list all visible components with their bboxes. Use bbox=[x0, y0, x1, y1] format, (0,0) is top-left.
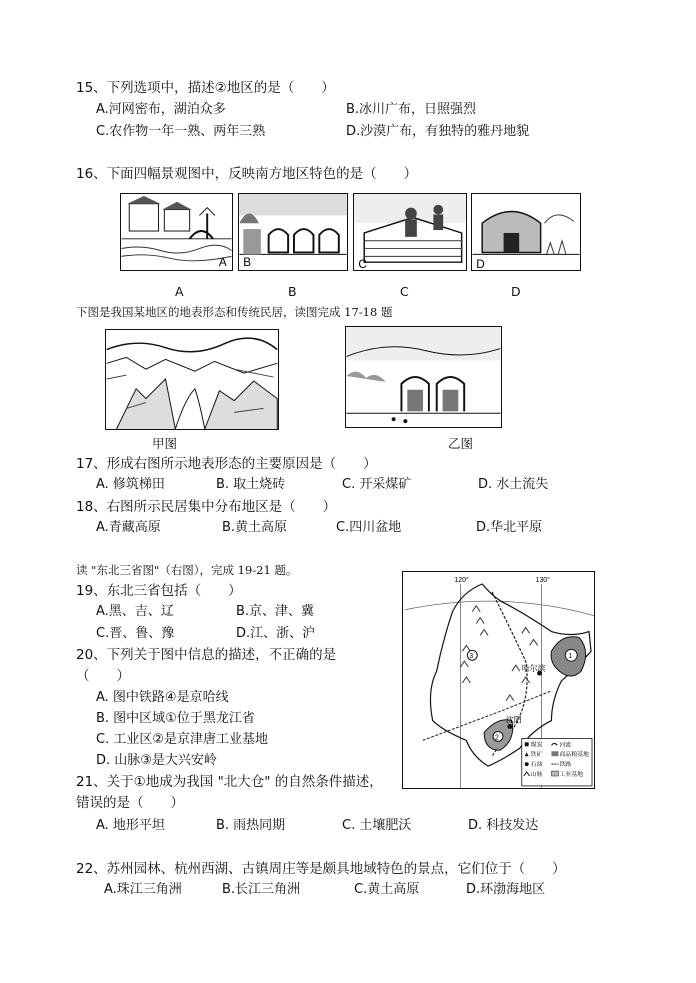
q22-stem: 22、苏州园林、杭州西湖、古镇周庄等是颇具地域特色的景点，它们位于（ ） bbox=[76, 861, 566, 877]
q20-paren: （ ） bbox=[76, 668, 130, 684]
q16-image-a bbox=[120, 193, 233, 271]
q16-image-b bbox=[238, 193, 348, 271]
svg-text:2: 2 bbox=[495, 734, 499, 742]
map-city-shenyang: 沈阳 bbox=[505, 715, 522, 725]
q16-inner-label-b: B bbox=[243, 256, 252, 270]
q15-option-a: A.河网密布，湖泊众多 bbox=[96, 102, 226, 117]
q16-label-c: C bbox=[400, 284, 409, 299]
intro-17-18: 下图是我国某地区的地表形态和传统民居，读图完成 17-18 题 bbox=[76, 305, 393, 319]
q17-option-a: A. 修筑梯田 bbox=[96, 477, 165, 492]
q17-option-b: B. 取土烧砖 bbox=[216, 477, 286, 492]
q17-option-d: D. 水土流失 bbox=[478, 477, 549, 492]
q21-option-d: D. 科技发达 bbox=[468, 818, 539, 833]
map-legend-grain: 商品粮基地 bbox=[559, 751, 589, 759]
q22-option-c: C.黄土高原 bbox=[354, 882, 420, 897]
q21-stem-line2: 错误的是（ ） bbox=[76, 795, 184, 811]
q15-option-d: D.沙漠广布，有独特的雅丹地貌 bbox=[346, 124, 530, 139]
map-legend-oil: 石油 bbox=[530, 761, 543, 769]
q21-option-a: A. 地形平坦 bbox=[96, 818, 165, 833]
q16-inner-label-c: C bbox=[358, 258, 367, 270]
q16-image-c bbox=[353, 193, 467, 271]
northeast-map bbox=[402, 571, 595, 789]
q22-option-d: D.环渤海地区 bbox=[466, 882, 546, 897]
q15-option-c: C.农作物一年一熟、两年三熟 bbox=[96, 124, 266, 139]
q16-label-b: B bbox=[288, 284, 297, 299]
fig-yi-image bbox=[345, 326, 502, 428]
q17-option-c: C. 开采煤矿 bbox=[342, 477, 412, 492]
map-legend-coal: 煤炭 bbox=[530, 741, 543, 749]
q16-image-d bbox=[471, 193, 581, 271]
q18-option-d: D.华北平原 bbox=[476, 520, 543, 535]
q20-option-b: B. 图中区域①位于黑龙江省 bbox=[96, 711, 255, 726]
q18-stem: 18、右图所示民居集中分布地区是（ ） bbox=[76, 499, 337, 515]
q18-option-b: B.黄土高原 bbox=[222, 520, 288, 535]
q18-option-a: A.青藏高原 bbox=[96, 520, 161, 535]
map-legend-river: 河流 bbox=[559, 741, 572, 749]
q17-stem: 17、形成右图所示地表形态的主要原因是（ ） bbox=[76, 456, 377, 472]
q22-option-a: A.珠江三角洲 bbox=[104, 882, 182, 897]
map-legend-railway: 铁路 bbox=[559, 761, 572, 769]
q19-option-a: A.黑、吉、辽 bbox=[96, 604, 174, 619]
q16-inner-label-d: D bbox=[476, 258, 485, 270]
map-legend-iron: 铁矿 bbox=[530, 751, 543, 759]
q19-stem: 19、东北三省包括（ ） bbox=[76, 583, 242, 599]
q16-stem: 16、下面四幅景观图中，反映南方地区特色的是（ ） bbox=[76, 166, 418, 182]
q18-option-c: C.四川盆地 bbox=[336, 520, 402, 535]
fig-jia-caption: 甲图 bbox=[152, 436, 178, 451]
q19-option-d: D.江、浙、沪 bbox=[236, 626, 316, 641]
q15-option-b: B.冰川广布，日照强烈 bbox=[346, 102, 477, 117]
svg-text:1: 1 bbox=[568, 653, 573, 661]
q20-option-c: C. 工业区②是京津唐工业基地 bbox=[96, 732, 268, 747]
q21-stem-line1: 21、关于①地成为我国 "北大仓" 的自然条件描述， bbox=[76, 774, 383, 790]
fig-jia-image bbox=[105, 329, 279, 430]
q20-option-d: D. 山脉③是大兴安岭 bbox=[96, 753, 217, 768]
map-legend-mountain: 山脉 bbox=[530, 770, 543, 778]
map-lon-130: 130° bbox=[535, 577, 550, 585]
q16-inner-label-a: A bbox=[218, 256, 227, 270]
q19-option-c: C.晋、鲁、豫 bbox=[96, 626, 175, 641]
q15-stem: 15、下列选项中，描述②地区的是（ ） bbox=[76, 80, 335, 96]
q21-option-b: B. 雨热同期 bbox=[216, 818, 286, 833]
q19-option-b: B.京、津、冀 bbox=[236, 604, 315, 619]
q20-option-a: A. 图中铁路④是京哈线 bbox=[96, 690, 229, 705]
map-legend-industry: 工业基地 bbox=[559, 770, 584, 778]
svg-text:3: 3 bbox=[469, 653, 474, 661]
fig-yi-caption: 乙图 bbox=[448, 436, 474, 451]
map-city-harbin: 哈尔滨 bbox=[521, 664, 546, 674]
q16-label-d: D bbox=[511, 284, 521, 299]
q21-option-c: C. 土壤肥沃 bbox=[342, 818, 412, 833]
map-lon-120: 120° bbox=[454, 577, 469, 585]
q20-stem: 20、下列关于图中信息的描述，不正确的是 bbox=[76, 647, 337, 663]
intro-19-21: 读 "东北三省图"（右图），完成 19-21 题。 bbox=[76, 563, 298, 577]
q16-label-a: A bbox=[175, 284, 184, 299]
q22-option-b: B.长江三角洲 bbox=[222, 882, 301, 897]
